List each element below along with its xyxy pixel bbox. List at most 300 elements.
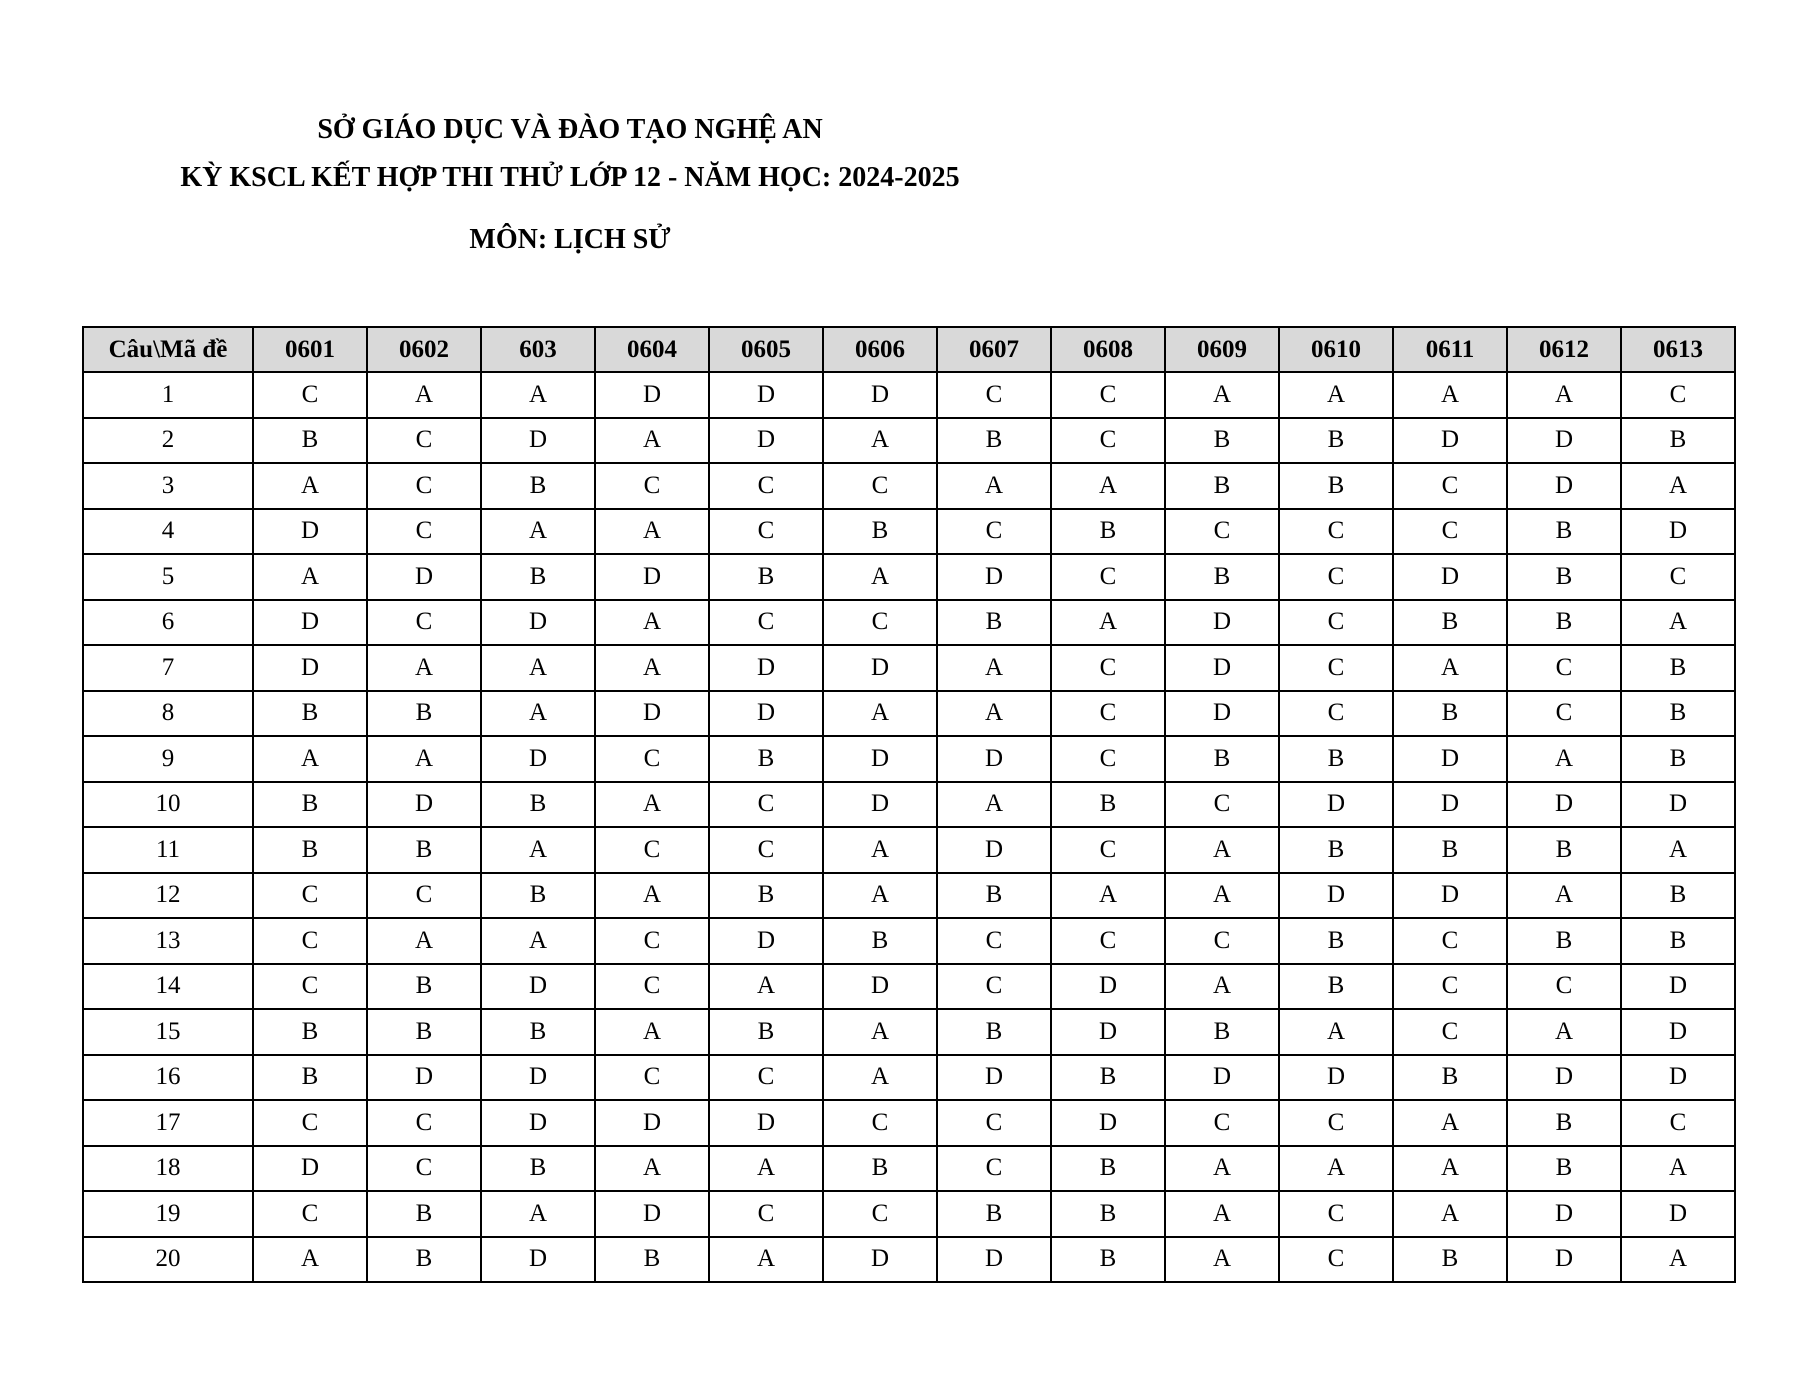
- answer-cell: C: [1051, 418, 1165, 464]
- exam-title: KỲ KSCL KẾT HỢP THI THỬ LỚP 12 - NĂM HỌC: 2024-2025: [180, 162, 960, 193]
- answer-cell: B: [937, 600, 1051, 646]
- column-header-question: Câu\Mã đề: [83, 327, 253, 372]
- answer-cell: A: [253, 554, 367, 600]
- answer-cell: C: [823, 1100, 937, 1146]
- answer-cell: A: [481, 1191, 595, 1237]
- answer-cell: A: [481, 372, 595, 418]
- answer-cell: A: [1165, 827, 1279, 873]
- answer-cell: A: [481, 918, 595, 964]
- answer-cell: D: [1393, 418, 1507, 464]
- answer-cell: B: [937, 1009, 1051, 1055]
- answer-cell: A: [1165, 372, 1279, 418]
- column-header-exam-code: 603: [481, 327, 595, 372]
- answer-cell: C: [367, 418, 481, 464]
- answer-cell: D: [1279, 782, 1393, 828]
- question-number-cell: 2: [83, 418, 253, 464]
- answer-cell: A: [709, 1237, 823, 1283]
- answer-cell: C: [1051, 554, 1165, 600]
- table-row: [83, 554, 1735, 600]
- answer-cell: B: [1507, 827, 1621, 873]
- answer-cell: D: [1507, 1055, 1621, 1101]
- answer-cell: A: [1165, 1191, 1279, 1237]
- answer-cell: D: [1051, 1100, 1165, 1146]
- answer-cell: D: [1507, 1237, 1621, 1283]
- table-row: [83, 463, 1735, 509]
- answer-cell: C: [823, 600, 937, 646]
- answer-cell: A: [1165, 964, 1279, 1010]
- answer-cell: B: [1165, 1009, 1279, 1055]
- question-number-cell: 15: [83, 1009, 253, 1055]
- answer-cell: B: [1621, 736, 1735, 782]
- answer-cell: C: [1621, 372, 1735, 418]
- answer-cell: B: [367, 691, 481, 737]
- answer-cell: C: [937, 509, 1051, 555]
- answer-cell: A: [595, 645, 709, 691]
- table-row: [83, 509, 1735, 555]
- answer-cell: B: [253, 691, 367, 737]
- answer-cell: B: [1051, 1146, 1165, 1192]
- table-row: [83, 372, 1735, 418]
- answer-cell: B: [1507, 1146, 1621, 1192]
- answer-cell: D: [481, 964, 595, 1010]
- answer-cell: D: [823, 1237, 937, 1283]
- answer-cell: A: [1621, 827, 1735, 873]
- answer-cell: B: [1393, 1237, 1507, 1283]
- answer-cell: A: [595, 600, 709, 646]
- answer-cell: B: [1165, 463, 1279, 509]
- answer-cell: D: [1621, 1191, 1735, 1237]
- answer-cell: D: [595, 1191, 709, 1237]
- answer-cell: C: [367, 463, 481, 509]
- answer-cell: B: [1165, 418, 1279, 464]
- answer-cell: B: [253, 827, 367, 873]
- answer-cell: A: [367, 645, 481, 691]
- answer-cell: B: [823, 918, 937, 964]
- answer-cell: B: [1621, 691, 1735, 737]
- answer-cell: A: [595, 873, 709, 919]
- answer-cell: A: [1621, 1146, 1735, 1192]
- answer-cell: A: [1165, 1237, 1279, 1283]
- answer-cell: C: [595, 964, 709, 1010]
- answer-cell: D: [595, 691, 709, 737]
- question-number-cell: 7: [83, 645, 253, 691]
- answer-cell: A: [709, 1146, 823, 1192]
- answer-cell: A: [481, 645, 595, 691]
- answer-cell: C: [253, 1191, 367, 1237]
- table-row: [83, 418, 1735, 464]
- answer-cell: C: [1393, 918, 1507, 964]
- question-number-cell: 1: [83, 372, 253, 418]
- answer-cell: D: [709, 418, 823, 464]
- answer-cell: B: [595, 1237, 709, 1283]
- table-row: [83, 873, 1735, 919]
- answer-cell: D: [595, 372, 709, 418]
- answer-cell: D: [1621, 509, 1735, 555]
- answer-cell: A: [1393, 372, 1507, 418]
- answer-cell: C: [1393, 463, 1507, 509]
- answer-cell: A: [823, 873, 937, 919]
- answer-cell: D: [1393, 873, 1507, 919]
- answer-cell: A: [1393, 1100, 1507, 1146]
- answer-cell: A: [1165, 1146, 1279, 1192]
- answer-cell: D: [367, 1055, 481, 1101]
- answer-cell: D: [937, 1055, 1051, 1101]
- answer-cell: B: [367, 964, 481, 1010]
- answer-cell: D: [1051, 1009, 1165, 1055]
- answer-cell: B: [367, 827, 481, 873]
- answer-cell: C: [1165, 509, 1279, 555]
- answer-cell: C: [1279, 1100, 1393, 1146]
- answer-cell: B: [253, 1055, 367, 1101]
- question-number-cell: 3: [83, 463, 253, 509]
- answer-cell: D: [595, 554, 709, 600]
- answer-cell: A: [1393, 1191, 1507, 1237]
- answer-cell: B: [253, 418, 367, 464]
- answer-cell: B: [1279, 964, 1393, 1010]
- answer-cell: D: [823, 782, 937, 828]
- answer-cell: D: [1393, 736, 1507, 782]
- answer-cell: B: [481, 463, 595, 509]
- question-number-cell: 10: [83, 782, 253, 828]
- answer-cell: A: [1507, 736, 1621, 782]
- answer-cell: A: [481, 691, 595, 737]
- answer-cell: D: [709, 645, 823, 691]
- answer-cell: B: [253, 1009, 367, 1055]
- answer-cell: C: [1051, 736, 1165, 782]
- column-header-exam-code: 0608: [1051, 327, 1165, 372]
- answer-cell: C: [1051, 827, 1165, 873]
- answer-cell: A: [481, 827, 595, 873]
- answer-cell: B: [937, 1191, 1051, 1237]
- answer-cell: D: [481, 1055, 595, 1101]
- table-row: [83, 645, 1735, 691]
- answer-cell: A: [595, 1009, 709, 1055]
- answer-cell: B: [823, 509, 937, 555]
- answer-cell: A: [595, 1146, 709, 1192]
- answer-cell: A: [1051, 463, 1165, 509]
- answer-cell: C: [253, 372, 367, 418]
- answer-cell: C: [1279, 691, 1393, 737]
- answer-cell: C: [709, 1191, 823, 1237]
- column-header-exam-code: 0604: [595, 327, 709, 372]
- answer-cell: A: [481, 509, 595, 555]
- answer-cell: B: [1507, 918, 1621, 964]
- table-row: [83, 736, 1735, 782]
- answer-cell: D: [1165, 691, 1279, 737]
- answer-cell: D: [253, 645, 367, 691]
- column-header-exam-code: 0606: [823, 327, 937, 372]
- answer-cell: C: [595, 918, 709, 964]
- answer-cell: B: [367, 1009, 481, 1055]
- column-header-exam-code: 0605: [709, 327, 823, 372]
- answer-cell: D: [1165, 645, 1279, 691]
- answer-cell: B: [1165, 554, 1279, 600]
- answer-cell: A: [367, 736, 481, 782]
- answer-cell: C: [253, 1100, 367, 1146]
- answer-cell: B: [709, 736, 823, 782]
- answer-cell: C: [1279, 600, 1393, 646]
- table-row: [83, 1055, 1735, 1101]
- answer-cell: A: [1279, 1146, 1393, 1192]
- table-row: [83, 827, 1735, 873]
- answer-cell: D: [595, 1100, 709, 1146]
- answer-cell: A: [253, 463, 367, 509]
- answer-cell: C: [595, 463, 709, 509]
- answer-cell: A: [823, 827, 937, 873]
- answer-cell: C: [253, 873, 367, 919]
- answer-cell: D: [1621, 782, 1735, 828]
- answer-cell: C: [1051, 372, 1165, 418]
- answer-cell: B: [1051, 1055, 1165, 1101]
- answer-cell: B: [1051, 1237, 1165, 1283]
- answer-cell: D: [1393, 782, 1507, 828]
- answer-cell: C: [1279, 1237, 1393, 1283]
- question-number-cell: 6: [83, 600, 253, 646]
- answer-cell: D: [1507, 782, 1621, 828]
- answer-cell: B: [1507, 1100, 1621, 1146]
- question-number-cell: 13: [83, 918, 253, 964]
- answer-cell: A: [1621, 463, 1735, 509]
- column-header-exam-code: 0609: [1165, 327, 1279, 372]
- answer-cell: B: [481, 782, 595, 828]
- answer-cell: A: [1393, 1146, 1507, 1192]
- answer-cell: D: [1507, 463, 1621, 509]
- answer-cell: D: [481, 1100, 595, 1146]
- question-number-cell: 19: [83, 1191, 253, 1237]
- answer-cell: C: [1507, 691, 1621, 737]
- answer-cell: A: [1279, 1009, 1393, 1055]
- answer-cell: C: [367, 1146, 481, 1192]
- answer-cell: D: [1279, 1055, 1393, 1101]
- answer-cell: B: [1051, 1191, 1165, 1237]
- answer-cell: C: [937, 918, 1051, 964]
- answer-cell: B: [481, 1146, 595, 1192]
- answer-cell: C: [1393, 509, 1507, 555]
- answer-cell: C: [1279, 509, 1393, 555]
- answer-cell: B: [1393, 827, 1507, 873]
- answer-cell: C: [367, 873, 481, 919]
- answer-cell: B: [253, 782, 367, 828]
- answer-cell: C: [823, 463, 937, 509]
- answer-cell: C: [1051, 691, 1165, 737]
- table-header-row: [83, 327, 1735, 372]
- answer-cell: D: [823, 736, 937, 782]
- answer-cell: A: [1507, 1009, 1621, 1055]
- answer-cell: A: [823, 418, 937, 464]
- answer-cell: B: [709, 1009, 823, 1055]
- answer-cell: D: [709, 691, 823, 737]
- answer-cell: D: [823, 964, 937, 1010]
- answer-cell: D: [823, 372, 937, 418]
- answer-cell: A: [253, 736, 367, 782]
- answer-cell: D: [1051, 964, 1165, 1010]
- answer-cell: D: [709, 372, 823, 418]
- answer-cell: D: [367, 782, 481, 828]
- answer-cell: B: [1279, 827, 1393, 873]
- answer-cell: B: [1051, 782, 1165, 828]
- question-number-cell: 16: [83, 1055, 253, 1101]
- answer-cell: C: [709, 782, 823, 828]
- answer-cell: B: [1279, 463, 1393, 509]
- answer-cell: D: [1507, 418, 1621, 464]
- answer-cell: B: [367, 1191, 481, 1237]
- answer-cell: C: [367, 600, 481, 646]
- column-header-exam-code: 0611: [1393, 327, 1507, 372]
- answer-cell: B: [709, 873, 823, 919]
- answer-cell: B: [1279, 736, 1393, 782]
- answer-cell: B: [937, 418, 1051, 464]
- answer-cell: A: [1507, 372, 1621, 418]
- table-row: [83, 1237, 1735, 1283]
- column-header-exam-code: 0601: [253, 327, 367, 372]
- answer-cell: D: [253, 509, 367, 555]
- answer-cell: D: [481, 600, 595, 646]
- answer-cell: D: [253, 1146, 367, 1192]
- answer-cell: D: [937, 1237, 1051, 1283]
- question-number-cell: 11: [83, 827, 253, 873]
- answer-cell: C: [1393, 1009, 1507, 1055]
- department-title: SỞ GIÁO DỤC VÀ ĐÀO TẠO NGHỆ AN: [317, 114, 823, 145]
- answer-cell: A: [1279, 372, 1393, 418]
- table-row: [83, 1146, 1735, 1192]
- answer-cell: C: [1507, 645, 1621, 691]
- answer-cell: C: [1279, 554, 1393, 600]
- answer-cell: D: [1165, 600, 1279, 646]
- answer-cell: D: [253, 600, 367, 646]
- answer-cell: A: [367, 918, 481, 964]
- subject-title: MÔN: LỊCH SỬ: [469, 224, 671, 255]
- answer-cell: B: [1507, 509, 1621, 555]
- answer-cell: B: [1279, 418, 1393, 464]
- answer-cell: B: [367, 1237, 481, 1283]
- answer-cell: D: [709, 918, 823, 964]
- answer-cell: C: [253, 964, 367, 1010]
- answer-cell: D: [1165, 1055, 1279, 1101]
- table-row: [83, 1100, 1735, 1146]
- answer-cell: D: [1393, 554, 1507, 600]
- answer-cell: B: [709, 554, 823, 600]
- answer-cell: D: [709, 1100, 823, 1146]
- answer-cell: C: [709, 1055, 823, 1101]
- answer-cell: A: [1507, 873, 1621, 919]
- answer-cell: B: [1393, 691, 1507, 737]
- answer-cell: D: [937, 827, 1051, 873]
- question-number-cell: 17: [83, 1100, 253, 1146]
- answer-cell: B: [1051, 509, 1165, 555]
- answer-cell: B: [823, 1146, 937, 1192]
- answer-cell: C: [595, 1055, 709, 1101]
- answer-cell: A: [823, 1009, 937, 1055]
- answer-cell: B: [1507, 600, 1621, 646]
- table-row: [83, 918, 1735, 964]
- column-header-exam-code: 0610: [1279, 327, 1393, 372]
- answer-cell: A: [595, 782, 709, 828]
- answer-cell: D: [937, 554, 1051, 600]
- answer-cell: D: [481, 1237, 595, 1283]
- column-header-exam-code: 0607: [937, 327, 1051, 372]
- answer-cell: A: [1051, 873, 1165, 919]
- answer-cell: C: [1051, 645, 1165, 691]
- answer-cell: A: [253, 1237, 367, 1283]
- answer-cell: C: [595, 736, 709, 782]
- answer-cell: C: [1051, 918, 1165, 964]
- answer-cell: B: [1165, 736, 1279, 782]
- answer-cell: C: [1393, 964, 1507, 1010]
- answer-cell: C: [937, 1100, 1051, 1146]
- table-row: [83, 600, 1735, 646]
- answer-cell: C: [1279, 1191, 1393, 1237]
- answer-cell: A: [1051, 600, 1165, 646]
- answer-cell: B: [1621, 418, 1735, 464]
- question-number-cell: 9: [83, 736, 253, 782]
- answer-cell: B: [481, 554, 595, 600]
- answer-cell: C: [1279, 645, 1393, 691]
- answer-cell: C: [595, 827, 709, 873]
- table-row: [83, 1009, 1735, 1055]
- question-number-cell: 5: [83, 554, 253, 600]
- answer-cell: C: [937, 372, 1051, 418]
- answer-cell: C: [937, 1146, 1051, 1192]
- answer-cell: A: [937, 645, 1051, 691]
- answer-cell: D: [937, 736, 1051, 782]
- question-number-cell: 4: [83, 509, 253, 555]
- answer-cell: A: [595, 509, 709, 555]
- table-row: [83, 691, 1735, 737]
- answer-cell: A: [937, 782, 1051, 828]
- answer-cell: D: [823, 645, 937, 691]
- answer-cell: B: [1393, 1055, 1507, 1101]
- answer-cell: D: [367, 554, 481, 600]
- answer-cell: C: [1165, 918, 1279, 964]
- answer-cell: D: [1507, 1191, 1621, 1237]
- answer-cell: D: [481, 736, 595, 782]
- answer-cell: A: [1621, 600, 1735, 646]
- answer-cell: C: [367, 1100, 481, 1146]
- answer-cell: C: [1165, 1100, 1279, 1146]
- question-number-cell: 8: [83, 691, 253, 737]
- answer-cell: A: [823, 1055, 937, 1101]
- answer-cell: A: [1621, 1237, 1735, 1283]
- answer-cell: B: [1621, 918, 1735, 964]
- answer-cell: C: [709, 463, 823, 509]
- table-row: [83, 964, 1735, 1010]
- answer-cell: A: [823, 691, 937, 737]
- answer-cell: C: [709, 509, 823, 555]
- answer-cell: C: [253, 918, 367, 964]
- answer-cell: A: [367, 372, 481, 418]
- answer-cell: B: [1507, 554, 1621, 600]
- answer-cell: A: [709, 964, 823, 1010]
- answer-cell: A: [595, 418, 709, 464]
- answer-cell: D: [1621, 1055, 1735, 1101]
- answer-cell: A: [937, 463, 1051, 509]
- answer-cell: C: [709, 827, 823, 873]
- column-header-exam-code: 0612: [1507, 327, 1621, 372]
- answer-cell: C: [367, 509, 481, 555]
- column-header-exam-code: 0613: [1621, 327, 1735, 372]
- answer-cell: B: [481, 873, 595, 919]
- question-number-cell: 14: [83, 964, 253, 1010]
- answer-cell: B: [1621, 873, 1735, 919]
- answer-cell: B: [1279, 918, 1393, 964]
- answer-cell: D: [1621, 964, 1735, 1010]
- answer-cell: A: [937, 691, 1051, 737]
- answer-cell: C: [937, 964, 1051, 1010]
- answer-cell: C: [709, 600, 823, 646]
- answer-cell: C: [1507, 964, 1621, 1010]
- answer-cell: D: [1279, 873, 1393, 919]
- question-number-cell: 18: [83, 1146, 253, 1192]
